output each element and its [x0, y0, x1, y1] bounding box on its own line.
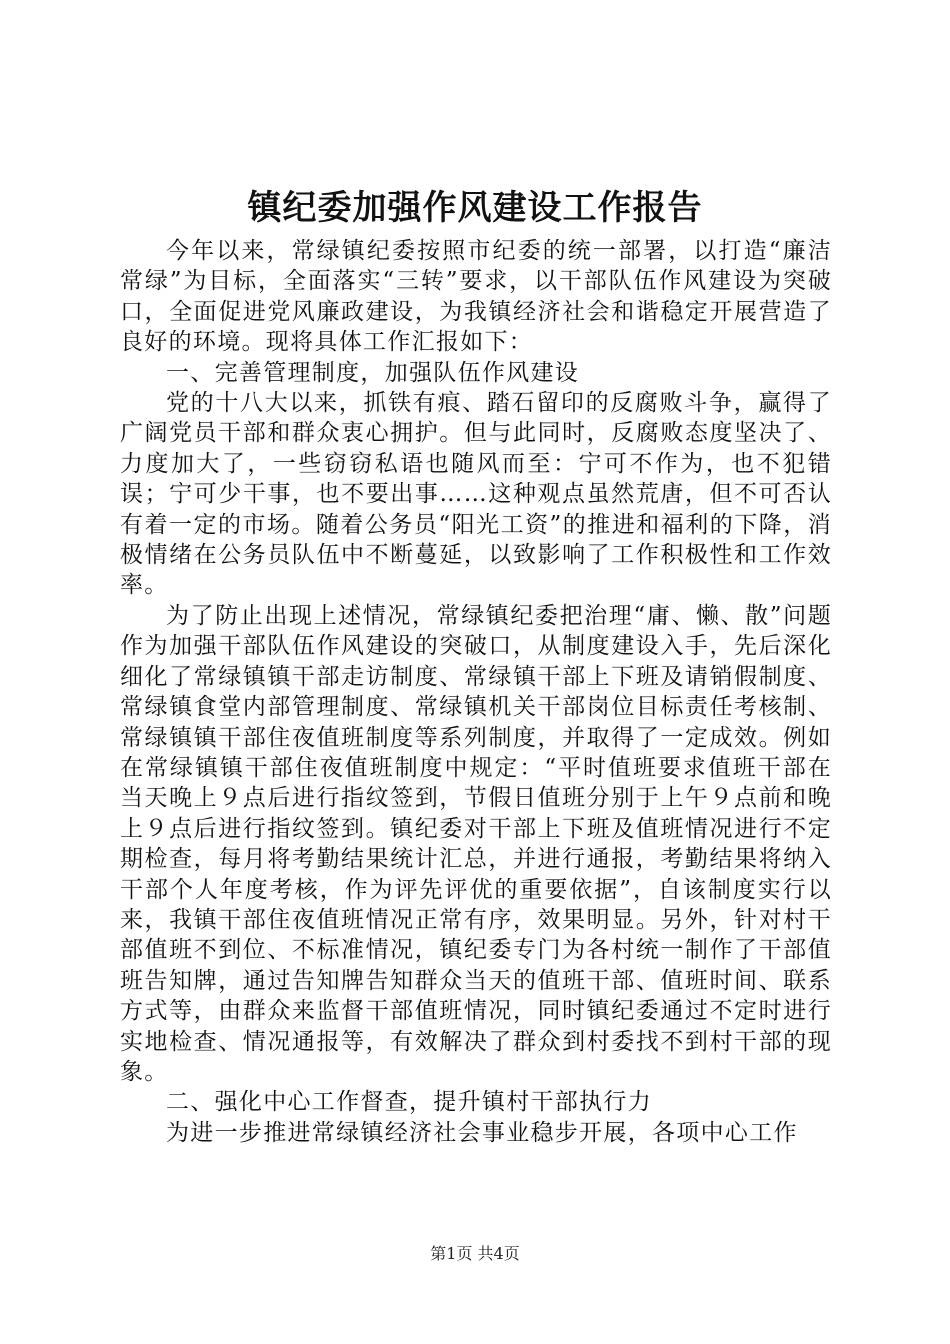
paragraph-section-2: 为进一步推进常绿镇经济社会事业稳步开展，各项中心工作 — [166, 1119, 798, 1146]
paragraph-background: 党的十八大以来，抓铁有痕、踏石留印的反腐败斗争，赢得了广阔党员干部和群众衷心拥护。但与此同时，反腐败态度坚决了、力度加大了，一些窃窃私语也随风而至：宁可不作为，也不犯错误；宁可少干事，也不要出事……这种观点虽然荒唐，但不可否认有着一定的市场。随着公务员“阳光工资”的推进和福利的下降，消极情绪在公务员队伍中不断蔓延，以致影响了工作积极性和工作效率。 — [120, 390, 832, 599]
document-body — [120, 236, 832, 1148]
document-title: 镇纪委加强作风建设工作报告 — [247, 188, 703, 228]
section-heading-2: 二、强化中心工作督查，提升镇村干部执行力 — [166, 1089, 652, 1116]
section-heading-1: 一、完善管理制度，加强队伍作风建设 — [166, 359, 580, 386]
paragraph-intro: 今年以来，常绿镇纪委按照市纪委的统一部署，以打造“廉洁常绿”为目标，全面落实“三转”要求，以干部队伍作风建设为突破口，全面促进党风廉政建设，为我镇经济社会和谐稳定开展营造了良好的环境。现将具体工作汇报如下： — [120, 238, 832, 356]
paragraph-measures: 为了防止出现上述情况，常绿镇纪委把治理“庸、懒、散”问题作为加强干部队伍作风建设的突破口，从制度建设入手，先后深化细化了常绿镇镇干部走访制度、常绿镇干部上下班及请销假制度、常绿镇食堂内部管理制度、常绿镇机关干部岗位目标责任考核制、常绿镇镇干部住夜值班制度等系列制度，并取得了一定成效。例如在常绿镇镇干部住夜值班制度中规定：“平时值班要求值班干部在当天晚上９点后进行指纹签到，节假日值班分别于上午９点前和晚上９点后进行指纹签到。镇纪委对干部上下班及值班情况进行不定期检查，每月将考勤结果统计汇总，并进行通报，考勤结果将纳入干部个人年度考核，作为评先评优的重要依据”，自该制度实行以来，我镇干部住夜值班情况正常有序，效果明显。另外，针对村干部值班不到位、不标准情况，镇纪委专门为各村统一制作了干部值班告知牌，通过告知牌告知群众当天的值班干部、值班时间、联系方式等，由群众来监督干部值班情况，同时镇纪委通过不定时进行实地检查、情况通报等，有效解决了群众到村委找不到村干部的现象。 — [120, 602, 832, 1085]
page-footer: 第1页 共4页 — [430, 1244, 520, 1263]
